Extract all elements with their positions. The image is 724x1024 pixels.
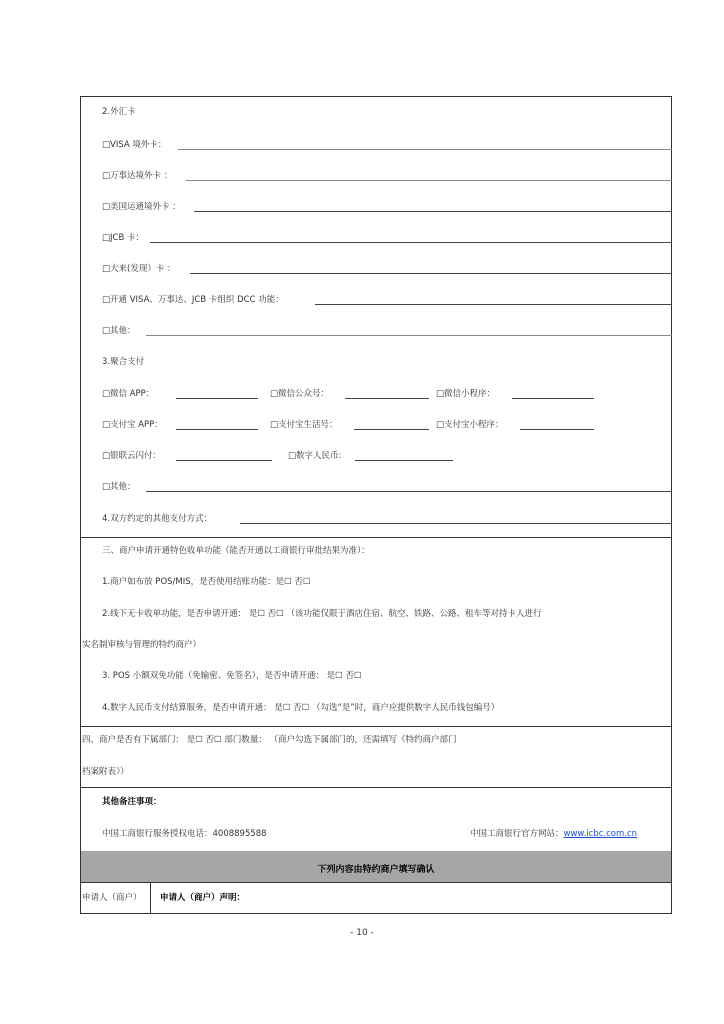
wechat-mini-field[interactable] xyxy=(512,398,594,399)
visa-card-checkbox[interactable]: □VISA 境外卡： xyxy=(102,140,167,150)
visa-card-field[interactable] xyxy=(178,149,672,150)
alipay-mini-checkbox[interactable]: □支付宝小程序： xyxy=(436,420,504,430)
wechat-official-checkbox[interactable]: □微信公众号： xyxy=(270,389,330,399)
column-divider xyxy=(150,882,151,914)
applicant-declaration: 申请人（商户）声明： xyxy=(160,893,246,903)
website-label xyxy=(470,829,637,839)
alipay-mini-field[interactable] xyxy=(520,429,594,430)
section-divider xyxy=(80,537,672,538)
section-divider xyxy=(80,787,672,788)
confirmation-band-title: 下列内容由特约商户填写确认 xyxy=(317,865,435,875)
unionpay-checkbox[interactable]: □银联云闪付： xyxy=(102,451,162,461)
section-divider xyxy=(80,726,672,727)
mastercard-field[interactable] xyxy=(186,180,672,181)
special-functions-heading: 三、商户申请开通特色收单功能（能否开通以工商银行审批结果为准）： xyxy=(102,546,370,556)
website-link[interactable]: www.icbc.com.cn xyxy=(563,829,638,839)
alipay-app-field[interactable] xyxy=(176,429,258,430)
page-number: - 10 - xyxy=(350,928,374,938)
applicant-label: 申请人（商户） xyxy=(82,893,142,903)
website-label-text: 中国工商银行官方网站： xyxy=(470,829,564,839)
dcc-checkbox[interactable]: □开通 VISA、万事达、JCB 卡组织 DCC 功能： xyxy=(102,295,284,305)
foreign-card-heading: 2.外汇卡 xyxy=(102,107,136,117)
foreign-other-checkbox[interactable]: □其他： xyxy=(102,326,136,336)
other-payment-field[interactable] xyxy=(240,523,672,524)
wechat-app-checkbox[interactable]: □微信 APP： xyxy=(102,389,155,399)
alipay-life-checkbox[interactable]: □支付宝生活号： xyxy=(270,420,338,430)
pos-small-amount-row[interactable]: 3. POS 小额双免功能（免输密、免签名），是否申请开通： 是☐ 否☐ xyxy=(102,671,362,681)
section-divider xyxy=(80,882,672,883)
wechat-app-field[interactable] xyxy=(176,398,258,399)
ecny-settlement-row[interactable]: 4.数字人民币支付结算服务，是否申请开通： 是☐ 否☐ （勾选“是”时，商户应提供数字人民币钱包编号） xyxy=(102,703,500,713)
checkout-function-row[interactable]: 1.商户如布放 POS/MIS，是否使用结账功能：是☐ 否☐ xyxy=(102,577,311,587)
diners-checkbox[interactable]: □大来(发现）卡 ： xyxy=(102,264,176,274)
alipay-app-checkbox[interactable]: □支付宝 APP： xyxy=(102,420,163,430)
subsidiary-row[interactable]: 四、商户是否有下属部门： 是☐ 否☐ 部门数量： （商户勾选下属部门的，还需填写《特约商户部门 xyxy=(82,735,457,745)
wechat-official-field[interactable] xyxy=(345,398,429,399)
aggregated-payment-heading: 3.聚合支付 xyxy=(102,357,145,367)
other-payment-label: 4.双方约定的其他支付方式： xyxy=(102,514,213,524)
jcb-checkbox[interactable]: □JCB 卡： xyxy=(102,233,145,243)
foreign-other-field[interactable] xyxy=(146,335,672,336)
wechat-mini-checkbox[interactable]: □微信小程序： xyxy=(436,389,496,399)
subsidiary-note: 档案附表》） xyxy=(82,767,129,777)
ecny-field[interactable] xyxy=(355,460,453,461)
amex-checkbox[interactable]: □美国运通境外卡 ： xyxy=(102,202,181,212)
notes-title: 其他备注事项： xyxy=(102,797,162,807)
cardless-function-note: 实名制审核与管理的特约商户） xyxy=(82,640,202,650)
ecny-checkbox[interactable]: □数字人民币: xyxy=(288,451,342,461)
service-hotline: 中国工商银行服务授权电话：4008895588 xyxy=(102,829,267,839)
diners-field[interactable] xyxy=(190,273,672,274)
amex-field[interactable] xyxy=(194,211,672,212)
unionpay-field[interactable] xyxy=(176,460,272,461)
cardless-function-row[interactable]: 2.线下无卡收单功能，是否申请开通： 是☐ 否☐ （该功能仅限于酒店住宿、航空、铁路、公路、租车等对持卡人进行 xyxy=(102,609,542,619)
dcc-field[interactable] xyxy=(315,304,672,305)
jcb-field[interactable] xyxy=(150,242,672,243)
aggregated-other-checkbox[interactable]: □其他： xyxy=(102,482,136,492)
mastercard-checkbox[interactable]: □万事达境外卡 ： xyxy=(102,171,173,181)
aggregated-other-field[interactable] xyxy=(146,491,672,492)
form-frame xyxy=(80,96,672,914)
alipay-life-field[interactable] xyxy=(354,429,429,430)
